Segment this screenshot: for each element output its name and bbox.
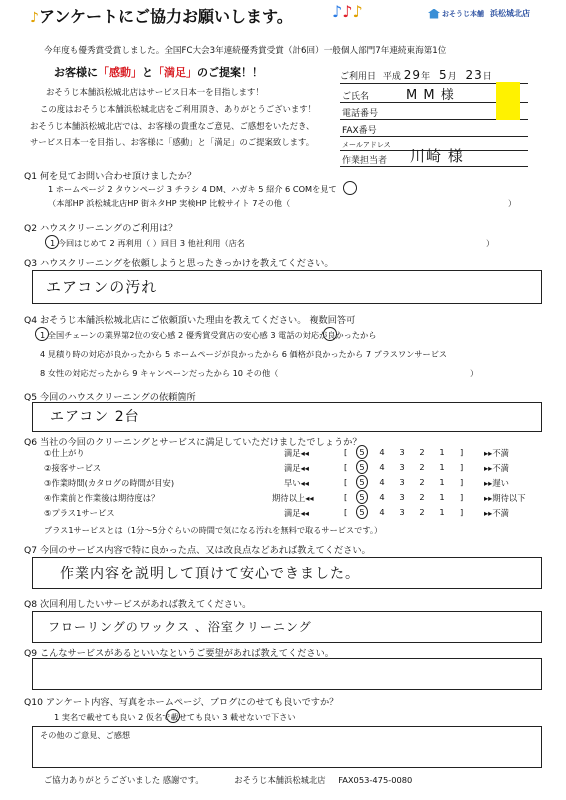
q6-row-bracket-open: [	[344, 462, 348, 472]
proposal-manzoku: 「満足」	[153, 66, 197, 79]
q6-scale-option[interactable]: 5	[356, 505, 368, 519]
q2-end: ）	[486, 238, 495, 248]
q6-note: プラス1サービスとは（1分〜5分ぐらいの時間で気になる汚れを無料で取るサービスです。）	[44, 525, 383, 535]
q6-row-right-anchor: ▸▸遅い	[484, 478, 509, 488]
q6-row	[44, 462, 544, 474]
q6-row-right-anchor: ▸▸不満	[484, 463, 509, 473]
q4-selected-circle-1	[35, 327, 49, 341]
name-value: M M 様	[406, 88, 455, 103]
proposal-to: と	[142, 66, 153, 79]
q5-answer: エアコン 2台	[50, 409, 140, 425]
q4-line1: 1 全国チェーンの業界第2位の安心感 2 優秀賞受賞店の安心感 3 電話の対応が良かったから	[40, 330, 377, 340]
q6-scale-option[interactable]: 5	[356, 460, 368, 474]
q6-row-bracket-close: ]	[460, 492, 464, 502]
q6-scale-option[interactable]: 3	[399, 447, 405, 457]
q6-scale-option[interactable]: 1	[439, 507, 445, 517]
title-mark: ♪	[30, 10, 39, 26]
q6-row-right-anchor: ▸▸期待以下	[484, 493, 526, 503]
brand-logo	[428, 8, 530, 19]
q6-row	[44, 492, 544, 504]
page-title-text: アンケートにご協力お願いします。	[38, 7, 293, 26]
q4-selected-circle-3	[323, 327, 337, 341]
q10-selected-circle	[166, 709, 180, 723]
name-label: ご氏名	[342, 92, 370, 102]
q1-selected-circle	[343, 181, 357, 195]
store-name: 浜松城北店	[490, 9, 530, 18]
q6-row-bracket-open: [	[344, 477, 348, 487]
q9-answer-box[interactable]	[32, 658, 542, 690]
q6-scale-option[interactable]: 4	[379, 477, 385, 487]
q6-row-bracket-close: ]	[460, 462, 464, 472]
q6-row	[44, 507, 544, 519]
date-field	[340, 68, 492, 82]
q9-title: Q9 こんなサービスがあるといいなというご要望があれば教えてください。	[24, 648, 334, 659]
q6-row-right-anchor: ▸▸不満	[484, 448, 509, 458]
q6-row-label: ①仕上がり	[44, 448, 85, 458]
q6-scale-option[interactable]: 2	[419, 492, 425, 502]
q6-row-left-anchor: 満足◂◂	[284, 463, 309, 473]
staff-value: 川崎 様	[410, 147, 464, 165]
q6-row-left-anchor: 早い◂◂	[284, 478, 309, 488]
q6-scale-option[interactable]: 2	[419, 447, 425, 457]
logo-text: おそうじ本舗	[442, 9, 484, 18]
music-notes	[332, 2, 363, 21]
q10-options: 1 実名で載せても良い 2 仮名で載せても良い 3 載せないで下さい	[54, 712, 296, 722]
q7-answer: 作業内容を説明して頂けて安心できました。	[60, 566, 360, 582]
date-year-unit: 年	[421, 72, 431, 82]
q6-scale-option[interactable]: 3	[399, 507, 405, 517]
footer	[44, 774, 412, 786]
q1-title: Q1 何を見てお問い合わせ頂けましたか？	[24, 171, 197, 182]
proposal-kando: 「感動」	[98, 66, 142, 79]
date-era: 平成	[382, 72, 401, 82]
q6-row-bracket-open: [	[344, 492, 348, 502]
fax-underline	[340, 136, 528, 137]
q6-row	[44, 477, 544, 489]
q6-row-right-anchor: ▸▸不満	[484, 508, 509, 518]
q7-title: Q7 今回のサービス内容で特に良かった点、又は改良点などあれば教えてください。	[24, 545, 371, 556]
q8-answer: フローリングのワックス 、浴室クリーニング	[48, 620, 312, 634]
date-year: 29	[403, 68, 422, 82]
note-blue: ♪	[332, 2, 343, 21]
staff-underline	[340, 166, 528, 167]
q6-row-label: ③作業時間(カタログの時間が目安)	[44, 478, 175, 488]
q6-row-left-anchor: 満足◂◂	[284, 508, 309, 518]
q2-title: Q2 ハウスクリーニングのご利用は？	[24, 223, 178, 234]
q6-row	[44, 447, 544, 459]
proposal-heading	[54, 64, 263, 80]
q4-line2: 4 見積り時の対応が良かったから 5 ホームページが良かったから 6 価格が良かったから 7 プラスワンサービス	[40, 349, 448, 359]
intro-line-4: サービス日本一を目指し、お客様に「感動」と「満足」のご提案致します。	[30, 137, 315, 147]
q6-scale-option[interactable]: 2	[419, 477, 425, 487]
q10-other-label: その他のご意見、ご感想	[40, 730, 131, 740]
q2-selected-circle	[45, 235, 59, 249]
intro-line-1: おそうじ本舗浜松城北店はサービス日本一を目指します！	[46, 87, 264, 97]
fax-label: FAX番号	[342, 126, 377, 136]
q6-scale-option[interactable]: 5	[356, 445, 368, 459]
q5-title: Q5 今回のハウスクリーニングの依頼箇所	[24, 392, 196, 403]
q6-scale-option[interactable]: 4	[379, 492, 385, 502]
page-title	[30, 4, 293, 27]
q6-row-left-anchor: 満足◂◂	[284, 448, 309, 458]
q2-options: 1 今回はじめて 2 再利用（ ）回目 3 他社利用（店名	[50, 238, 245, 248]
q1-sub: （本部HP 浜松城北店HP 街ネタHP 実検HP 比較サイト 7その他（	[48, 198, 291, 208]
date-month: 5	[438, 68, 448, 82]
note-red: ♪	[342, 2, 353, 21]
redaction-highlight	[496, 82, 520, 120]
date-day-unit: 日	[482, 72, 492, 82]
q1-options: 1 ホームページ 2 タウンページ 3 チラシ 4 DM、ハガキ 5 紹介 6 COMを見て	[48, 184, 337, 194]
q6-scale-option[interactable]: 3	[399, 477, 405, 487]
intro-line-3: おそうじ本舗浜松城北店では、お客様の貴重なご意見、ご感想をいただき、	[30, 121, 315, 131]
q6-row-bracket-close: ]	[460, 477, 464, 487]
q6-row-label: ⑤プラス1サービス	[44, 508, 115, 518]
date-day: 23	[465, 68, 483, 82]
q6-scale-option[interactable]: 4	[379, 462, 385, 472]
staff-label: 作業担当者	[342, 156, 388, 166]
q6-scale-option[interactable]: 1	[439, 477, 445, 487]
q4-line3-end: ）	[470, 368, 479, 378]
q4-line3: 8 女性の対応だったから 9 キャンペーンだったから 10 その他（	[40, 368, 279, 378]
q4-title: Q4 おそうじ本舗浜松城北店にご依頼頂いた理由を教えてください。 複数回答可	[24, 315, 356, 326]
q6-row-left-anchor: 期待以上◂◂	[272, 493, 314, 503]
q6-title: Q6 当社の今回のクリーニングとサービスに満足していただけましたでしょうか？	[24, 437, 362, 448]
footer-fax: FAX053-475-0080	[338, 775, 413, 785]
q6-scale-option[interactable]: 2	[419, 507, 425, 517]
q6-scale-option[interactable]: 5	[356, 490, 368, 504]
q10-title: Q10 アンケート内容、写真をホームページ、ブログにのせても良いですか？	[24, 697, 339, 708]
date-month-unit: 月	[447, 72, 457, 82]
q6-scale-option[interactable]: 4	[379, 507, 385, 517]
q6-scale-option[interactable]: 2	[419, 462, 425, 472]
q6-row-bracket-close: ]	[460, 447, 464, 457]
proposal-prefix: お客様に	[54, 66, 98, 79]
q3-title: Q3 ハウスクリーニングを依頼しようと思ったきっかけを教えてください。	[24, 258, 334, 269]
q6-row-bracket-open: [	[344, 447, 348, 457]
footer-store: おそうじ本舗浜松城北店	[234, 775, 326, 785]
q6-scale-option[interactable]: 5	[356, 475, 368, 489]
note-orange: ♪	[352, 2, 363, 21]
q6-row-label: ④作業前と作業後は期待度は？	[44, 493, 160, 503]
q6-scale-option[interactable]: 3	[399, 462, 405, 472]
footer-thanks: ご協力ありがとうございました 感謝です。	[44, 775, 204, 785]
q6-scale-option[interactable]: 4	[379, 447, 385, 457]
intro-line-2: この度はおそうじ本舗浜松城北店をご利用頂き、ありがとうございます！	[40, 104, 317, 114]
house-icon	[428, 9, 440, 19]
q6-row-bracket-close: ]	[460, 507, 464, 517]
mail-label: メールアドレス	[342, 141, 391, 149]
q6-row-label: ②接客サービス	[44, 463, 102, 473]
q1-sub-end: ）	[508, 198, 517, 208]
q6-scale-option[interactable]: 1	[439, 447, 445, 457]
proposal-suffix: のご提案！！	[197, 66, 263, 79]
date-label: ご利用日	[340, 72, 377, 82]
q3-answer: エアコンの汚れ	[46, 278, 158, 296]
q8-title: Q8 次回利用したいサービスがあれば教えてください。	[24, 599, 252, 610]
q6-scale-option[interactable]: 1	[439, 492, 445, 502]
award-text: 今年度も優秀賞受賞しました。全国FC大会3年連続優秀賞受賞（計6回）一般個人部門7年連続東海第1位	[44, 46, 447, 56]
q6-scale-option[interactable]: 3	[399, 492, 405, 502]
phone-label: 電話番号	[342, 109, 379, 119]
q6-scale-option[interactable]: 1	[439, 462, 445, 472]
q6-row-bracket-open: [	[344, 507, 348, 517]
